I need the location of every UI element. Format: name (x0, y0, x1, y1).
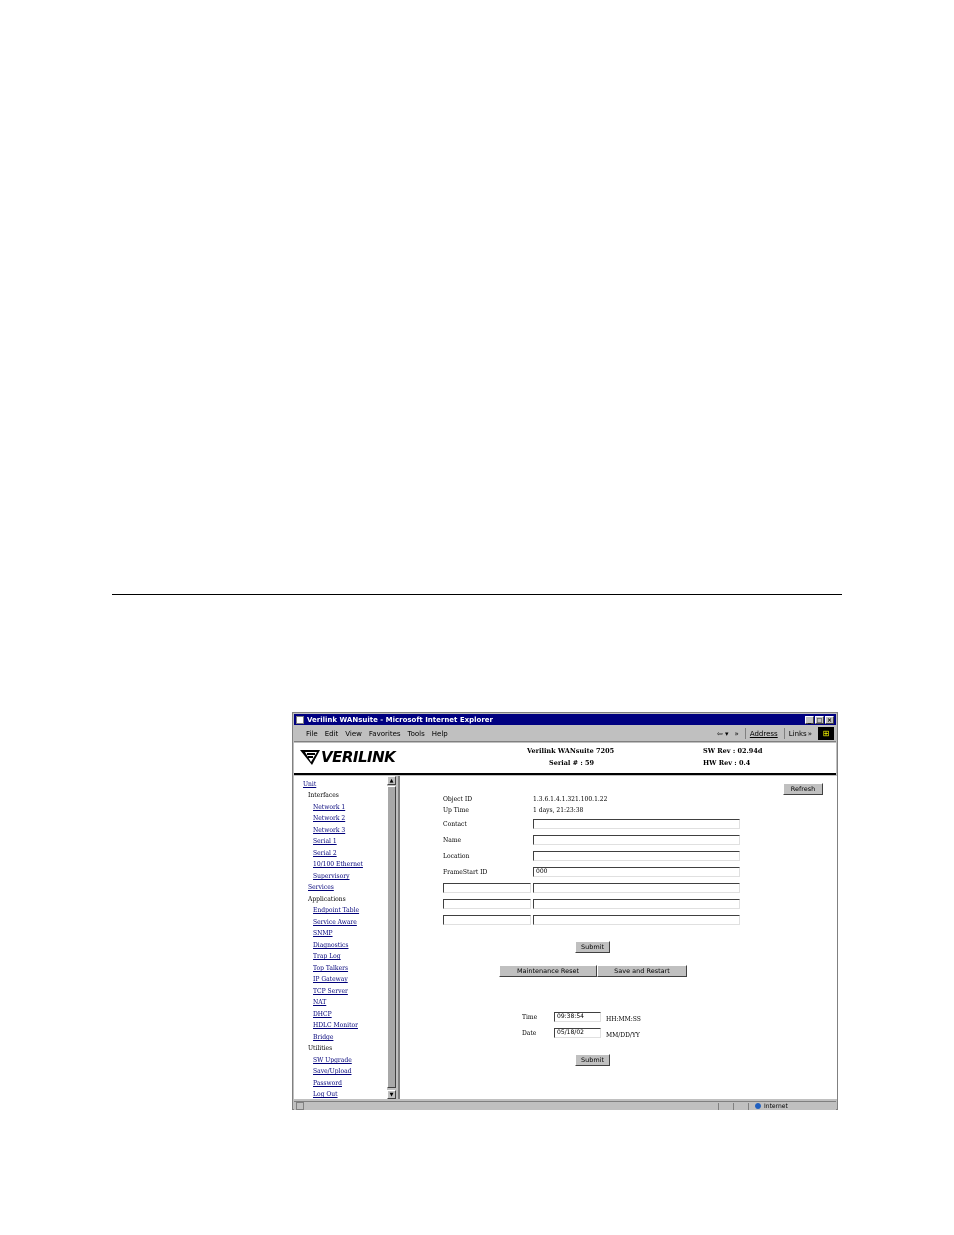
maximize-button[interactable]: □ (816, 716, 823, 724)
nav-nat[interactable]: NAT (313, 999, 327, 1006)
nav-ethernet[interactable]: 10/100 Ethernet (313, 861, 363, 868)
time-label: Time (522, 1014, 538, 1021)
links-chevron-icon[interactable]: » (807, 729, 812, 738)
scroll-up-icon[interactable]: ▲ (387, 776, 396, 785)
object-id-value: 1.3.6.1.4.1.321.100.1.22 (533, 796, 608, 803)
custom-value-field-3[interactable] (533, 915, 740, 925)
nav-utilities-heading: Utilities (308, 1045, 333, 1052)
date-field[interactable]: 05/18/02 (554, 1028, 601, 1038)
page-status-icon (296, 1102, 304, 1110)
nav-network-3[interactable]: Network 3 (313, 827, 346, 834)
nav-serial-2[interactable]: Serial 2 (313, 850, 337, 857)
menu-view[interactable]: View (345, 729, 362, 738)
nav-frame (294, 776, 387, 1099)
internet-zone-icon (755, 1103, 761, 1109)
menu-edit[interactable]: Edit (324, 729, 339, 738)
nav-scrollbar[interactable] (387, 776, 396, 1099)
custom-value-field-1[interactable] (533, 883, 740, 893)
object-id-label: Object ID (443, 796, 473, 803)
address-label[interactable]: Address (749, 729, 778, 738)
nav-trap-log[interactable]: Trap Log (313, 953, 341, 960)
menu-help[interactable]: Help (431, 729, 448, 738)
name-label: Name (443, 837, 462, 844)
nav-diagnostics[interactable]: Diagnostics (313, 942, 349, 949)
scroll-down-icon[interactable]: ▼ (387, 1090, 396, 1099)
uptime-value: 1 days, 21:23:38 (533, 807, 584, 814)
ie-page-icon (296, 716, 304, 724)
nav-top-talkers[interactable]: Top Talkers (313, 965, 349, 972)
menu-favorites[interactable]: Favorites (368, 729, 401, 738)
nav-dhcp[interactable]: DHCP (313, 1011, 332, 1018)
nav-tcp-server[interactable]: TCP Server (313, 988, 348, 995)
verilink-logo (300, 747, 395, 767)
nav-save-upload[interactable]: Save/Upload (313, 1068, 352, 1075)
nav-serial-1[interactable]: Serial 1 (313, 838, 337, 845)
nav-password[interactable]: Password (313, 1080, 342, 1087)
nav-interfaces-heading: Interfaces (308, 792, 339, 799)
scroll-thumb[interactable] (387, 786, 396, 1088)
nav-bridge[interactable]: Bridge (313, 1034, 334, 1041)
location-field[interactable] (533, 851, 740, 861)
custom-label-field-1[interactable] (443, 883, 531, 893)
nav-network-2[interactable]: Network 2 (313, 815, 346, 822)
nav-ip-gateway[interactable]: IP Gateway (313, 976, 348, 983)
window-title: Verilink WANsuite - Microsoft Internet Explorer (307, 715, 494, 724)
close-button[interactable]: × (826, 716, 833, 724)
framestart-field[interactable]: 000 (533, 867, 740, 877)
page-header (294, 743, 836, 775)
windows-logo-icon: ⊞ (818, 727, 834, 740)
nav-supervisory[interactable]: Supervisory (313, 873, 350, 880)
back-icon[interactable]: ⇦ ▾ (716, 729, 729, 738)
maintenance-reset-button[interactable]: Maintenance Reset (499, 965, 597, 977)
custom-label-field-3[interactable] (443, 915, 531, 925)
status-bar (294, 1101, 836, 1110)
logo-wordmark: VERILINK (321, 748, 396, 766)
zone-label: Internet (764, 1102, 788, 1110)
nav-log-out[interactable]: Log Out (313, 1091, 338, 1098)
time-submit-button[interactable]: Submit (575, 1054, 610, 1066)
uptime-label: Up Time (443, 807, 469, 814)
verilink-mark-icon (300, 748, 320, 766)
nav-hdlc-monitor[interactable]: HDLC Monitor (313, 1022, 358, 1029)
menu-file[interactable]: File (306, 729, 318, 738)
main-frame (398, 776, 837, 1099)
contact-label: Contact (443, 821, 467, 828)
product-name: Verilink WANsuite 7205 (527, 747, 615, 755)
refresh-button[interactable]: Refresh (783, 783, 823, 795)
menu-tools[interactable]: Tools (407, 729, 425, 738)
nav-service-aware[interactable]: Service Aware (313, 919, 357, 926)
minimize-button[interactable]: _ (805, 716, 814, 724)
menu-bar (294, 726, 836, 742)
framestart-label: FrameStart ID (443, 869, 488, 876)
time-format: HH:MM:SS (606, 1016, 641, 1023)
nav-services[interactable]: Services (308, 884, 334, 891)
time-field[interactable]: 09:38:54 (554, 1012, 601, 1022)
links-label[interactable]: Links (788, 729, 807, 738)
title-bar (294, 714, 836, 725)
custom-label-field-2[interactable] (443, 899, 531, 909)
nav-unit[interactable]: Unit (303, 781, 317, 788)
submit-button[interactable]: Submit (575, 941, 610, 953)
serial-number: Serial # : 59 (549, 759, 595, 767)
contact-field[interactable] (533, 819, 740, 829)
nav-applications-heading: Applications (308, 896, 346, 903)
nav-snmp[interactable]: SNMP (313, 930, 333, 937)
name-field[interactable] (533, 835, 740, 845)
date-format: MM/DD/YY (606, 1032, 640, 1039)
toolbar-chevron-icon[interactable]: » (734, 729, 739, 738)
location-label: Location (443, 853, 470, 860)
nav-network-1[interactable]: Network 1 (313, 804, 346, 811)
custom-value-field-2[interactable] (533, 899, 740, 909)
sw-revision: SW Rev : 02.94d (703, 747, 763, 755)
save-and-restart-button[interactable]: Save and Restart (597, 965, 687, 977)
page-divider-rule (112, 594, 842, 595)
date-label: Date (522, 1030, 537, 1037)
hw-revision: HW Rev : 0.4 (703, 759, 751, 767)
nav-endpoint-table[interactable]: Endpoint Table (313, 907, 360, 914)
nav-sw-upgrade[interactable]: SW Upgrade (313, 1057, 352, 1064)
browser-window (292, 712, 838, 1110)
